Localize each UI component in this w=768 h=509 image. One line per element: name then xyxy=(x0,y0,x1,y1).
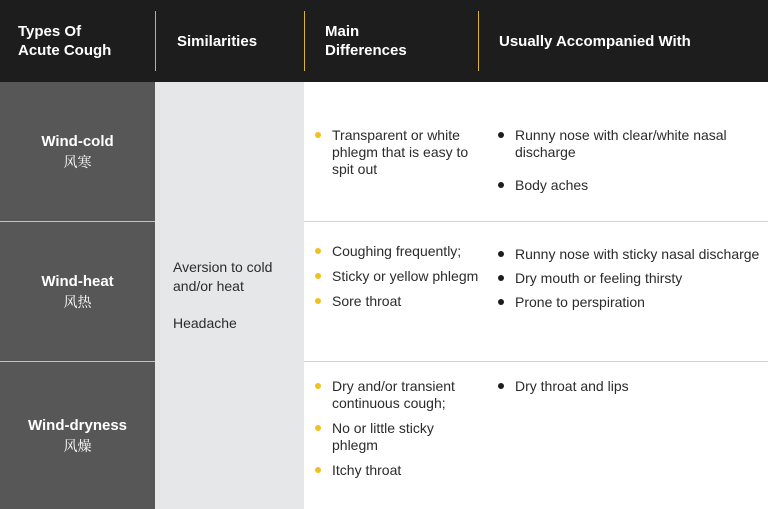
accompanied-item: Runny nose with sticky nasal discharge xyxy=(498,246,766,263)
header-similarities xyxy=(177,0,302,82)
similarity-item: Aversion to cold and/or heat xyxy=(173,259,273,294)
type-chinese: 风热 xyxy=(63,293,92,310)
header-differences xyxy=(325,0,475,82)
difference-item: Dry and/or transient continuous cough; xyxy=(315,378,475,412)
header-accompanied-label: Usually Accompanied With xyxy=(499,32,691,50)
accompanied-item: Dry mouth or feeling thirsty xyxy=(498,270,766,287)
type-cell-wind-dryness xyxy=(0,362,155,509)
difference-item: Coughing frequently; xyxy=(315,243,480,260)
bullet-icon xyxy=(498,383,504,389)
header-divider xyxy=(155,11,156,71)
similarity-item: Headache xyxy=(173,315,237,331)
difference-item: Itchy throat xyxy=(315,462,475,479)
difference-item: Sticky or yellow phlegm xyxy=(315,268,480,285)
row-divider xyxy=(304,221,768,222)
bullet-icon xyxy=(498,299,504,305)
bullet-icon xyxy=(315,132,321,138)
accompanied-item: Body aches xyxy=(498,177,728,194)
differences-list-wind-dryness xyxy=(315,378,475,479)
accompanied-list-wind-heat xyxy=(498,246,766,311)
accompanied-item: Runny nose with clear/white nasal discharge xyxy=(498,127,728,161)
header-types xyxy=(18,0,148,82)
bullet-icon xyxy=(315,467,321,473)
accompanied-list-wind-cold xyxy=(498,127,728,194)
type-cell-wind-cold xyxy=(0,82,155,221)
accompanied-item: Dry throat and lips xyxy=(498,378,728,395)
accompanied-list-wind-dryness xyxy=(498,378,728,395)
table-header xyxy=(0,0,768,82)
type-name: Wind-heat xyxy=(41,272,114,290)
header-divider xyxy=(304,11,305,71)
type-chinese: 风寒 xyxy=(63,153,92,170)
differences-list-wind-cold xyxy=(315,127,475,178)
type-name: Wind-dryness xyxy=(27,416,128,434)
header-types-label: Types Of Acute Cough xyxy=(18,23,112,59)
row-divider xyxy=(304,361,768,362)
difference-item: Transparent or white phlegm that is easy to spit out xyxy=(315,127,475,178)
difference-item: Sore throat xyxy=(315,293,480,310)
bullet-icon xyxy=(315,273,321,279)
row-divider xyxy=(0,221,155,222)
bullet-icon xyxy=(315,248,321,254)
bullet-icon xyxy=(315,425,321,431)
bullet-icon xyxy=(498,275,504,281)
bullet-icon xyxy=(498,182,504,188)
header-differences-label: Main Differences xyxy=(325,23,407,59)
row-divider xyxy=(0,361,155,362)
header-divider xyxy=(478,11,479,71)
differences-list-wind-heat xyxy=(315,243,480,310)
accompanied-item: Prone to perspiration xyxy=(498,294,766,311)
bullet-icon xyxy=(315,298,321,304)
similarities-text xyxy=(173,258,301,333)
difference-item: No or little sticky phlegm xyxy=(315,420,475,454)
type-chinese: 风燥 xyxy=(63,437,92,454)
bullet-icon xyxy=(315,383,321,389)
type-cell-wind-heat xyxy=(0,222,155,361)
header-accompanied xyxy=(499,0,759,82)
bullet-icon xyxy=(498,132,504,138)
type-name: Wind-cold xyxy=(41,132,114,150)
header-similarities-label: Similarities xyxy=(177,32,258,50)
bullet-icon xyxy=(498,251,504,257)
